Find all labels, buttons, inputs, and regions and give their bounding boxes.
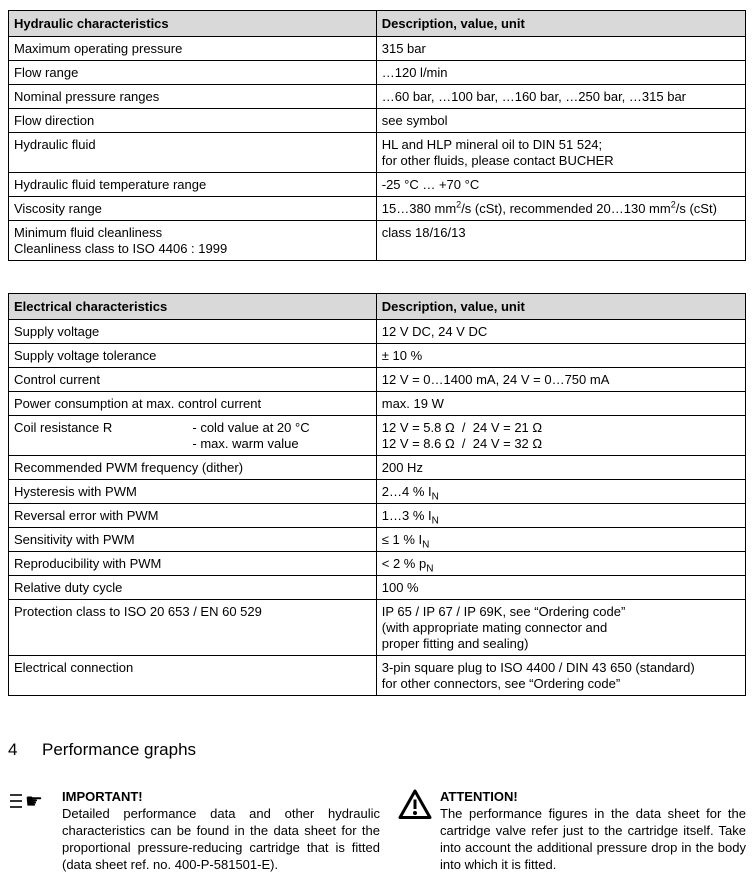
row-label: Reproducibility with PWM	[9, 552, 377, 576]
row-label: Supply voltage	[9, 320, 377, 344]
table-row	[9, 368, 746, 392]
row-value: ≤ 1 % $I_N$	[376, 528, 745, 552]
row-label: Sensitivity with PWM	[9, 528, 377, 552]
table-row	[9, 344, 746, 368]
table-row	[9, 320, 746, 344]
important-note-title: IMPORTANT!	[62, 789, 143, 804]
row-label: Flow range	[9, 61, 377, 85]
row-value: 200 Hz	[376, 456, 745, 480]
row-value: 315 bar	[376, 37, 745, 61]
table-row	[9, 133, 746, 173]
table-row	[9, 61, 746, 85]
table-header-row	[9, 11, 746, 37]
row-value: 12 V = 0…1400 mA, 24 V = 0…750 mA	[376, 368, 745, 392]
row-label: Hydraulic fluid	[9, 133, 377, 173]
row-label: Supply voltage tolerance	[9, 344, 377, 368]
row-label: Hydraulic fluid temperature range	[9, 173, 377, 197]
row-label: Reversal error with PWM	[9, 504, 377, 528]
row-value: class 18/16/13	[376, 221, 745, 261]
row-value: HL and HLP mineral oil to DIN 51 524; for other fluids, please contact BUCHER	[376, 133, 745, 173]
row-label: Viscosity range	[9, 197, 377, 221]
row-value: 1…3 % $I_N$	[376, 504, 745, 528]
table-row	[9, 416, 746, 456]
row-label: Hysteresis with PWM	[9, 480, 377, 504]
row-label: Flow direction	[9, 109, 377, 133]
row-value: 15…380 $mm^2/s$ (cSt), recommended 20…130 $mm^2/s$ (cSt)	[376, 197, 745, 221]
row-label: Minimum fluid cleanliness Cleanliness class to ISO 4406 : 1999	[9, 221, 377, 261]
row-label-main: Coil resistance R	[14, 420, 113, 435]
attention-note-text: The performance figures in the data sheet for the cartridge valve refer just to the cartridge itself. Take into account the additional pressure drop in the body into which it is fitted.	[440, 806, 746, 872]
table-header-row	[9, 294, 746, 320]
row-label: Maximum operating pressure	[9, 37, 377, 61]
header-cell-description: Description, value, unit	[376, 11, 745, 37]
table-row	[9, 528, 746, 552]
table-row	[9, 504, 746, 528]
section-heading	[8, 740, 746, 760]
header-cell-hydraulic: Hydraulic characteristics	[9, 11, 377, 37]
electrical-characteristics-table	[8, 293, 746, 696]
row-value: < 2 % $p_N$	[376, 552, 745, 576]
table-row	[9, 197, 746, 221]
row-value: …60 bar, …100 bar, …160 bar, …250 bar, …315 bar	[376, 85, 745, 109]
table-row	[9, 392, 746, 416]
row-value: 100 %	[376, 576, 745, 600]
row-label-details: - cold value at 20 °C - max. warm value	[192, 420, 310, 451]
table-row	[9, 221, 746, 261]
notes-row	[8, 788, 746, 873]
table-row	[9, 456, 746, 480]
table-row	[9, 576, 746, 600]
section-number: 4	[8, 740, 18, 759]
table-row	[9, 480, 746, 504]
important-note	[8, 788, 380, 873]
row-value: see symbol	[376, 109, 745, 133]
attention-note-title: ATTENTION!	[440, 789, 518, 804]
table-row	[9, 173, 746, 197]
svg-text:☛: ☛	[25, 789, 43, 813]
row-value: max. 19 W	[376, 392, 745, 416]
row-value: 2…4 % $I_N$	[376, 480, 745, 504]
row-value: IP 65 / IP 67 / IP 69K, see “Ordering code” (with appropriate mating connector and proper fitting and sealing)	[376, 600, 745, 656]
important-note-body	[62, 788, 380, 873]
attention-note	[398, 788, 746, 873]
row-value: ± 10 %	[376, 344, 745, 368]
row-value: -25 °C … +70 °C	[376, 173, 745, 197]
pointing-hand-icon	[8, 788, 62, 873]
row-label: Recommended PWM frequency (dither)	[9, 456, 377, 480]
row-label: Electrical connection	[9, 656, 377, 696]
table-row	[9, 656, 746, 696]
attention-note-body	[440, 788, 746, 873]
row-value: 12 V = 5.8 Ω / 24 V = 21 Ω 12 V = 8.6 Ω / 24 V = 32 Ω	[376, 416, 745, 456]
table-row	[9, 37, 746, 61]
row-label: Nominal pressure ranges	[9, 85, 377, 109]
row-label	[9, 416, 377, 456]
row-label: Control current	[9, 368, 377, 392]
section-title: Performance graphs	[42, 740, 197, 759]
table-row	[9, 552, 746, 576]
coil-resistance-label	[14, 420, 371, 452]
important-note-text: Detailed performance data and other hydraulic characteristics can be found in the data sheet for the proportional pressure-reducing cartridge that is fitted (data sheet ref. no. 400-P-581501-E).	[62, 806, 380, 872]
row-label: Protection class to ISO 20 653 / EN 60 529	[9, 600, 377, 656]
row-value: …120 l/min	[376, 61, 745, 85]
row-label: Relative duty cycle	[9, 576, 377, 600]
warning-triangle-icon	[398, 788, 440, 873]
row-value: 12 V DC, 24 V DC	[376, 320, 745, 344]
table-row	[9, 109, 746, 133]
hydraulic-characteristics-table	[8, 10, 746, 261]
header-cell-description: Description, value, unit	[376, 294, 745, 320]
row-value: 3-pin square plug to ISO 4400 / DIN 43 650 (standard) for other connectors, see “Ordering code”	[376, 656, 745, 696]
row-label: Power consumption at max. control current	[9, 392, 377, 416]
table-row	[9, 600, 746, 656]
table-row	[9, 85, 746, 109]
header-cell-electrical: Electrical characteristics	[9, 294, 377, 320]
table-spacer	[8, 261, 746, 293]
